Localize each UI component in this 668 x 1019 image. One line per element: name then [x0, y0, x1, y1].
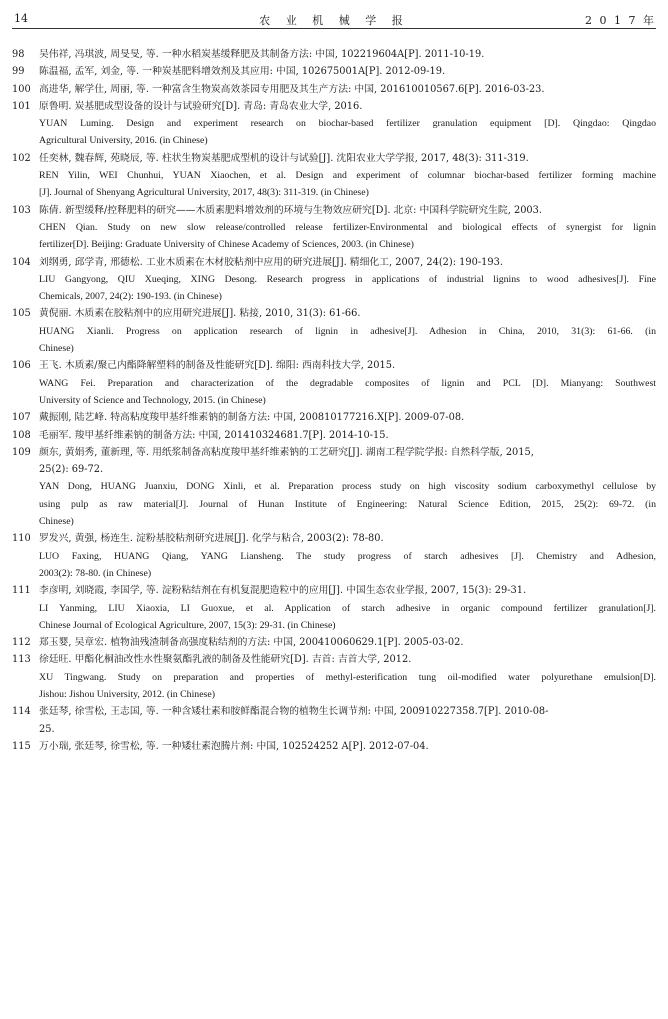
page-number: 14: [14, 12, 28, 25]
reference-line: 罗发兴, 黄强, 杨连生. 淀粉基胶粘剂研究进展[J]. 化学与粘合, 2003(2): 78-80.: [39, 533, 384, 545]
reference-item: [12, 409, 656, 426]
reference-line: 刘纲勇, 邱学青, 邢德松. 工业木质素在木材胶粘剂中应用的研究进展[J]. 精细化工, 2007, 24(2): 190-193.: [39, 256, 503, 268]
reference-line: 李彦明, 刘晓霞, 李国学, 等. 淀粉粘结剂在有机复混肥造粒中的应用[J]. 中国生态农业学报, 2007, 15(3): 29-31.: [39, 585, 527, 597]
reference-line: University of Science and Technology, 2015. (in Chinese): [39, 394, 266, 406]
reference-line: Chinese): [39, 516, 74, 528]
reference-line: 徐廷旺. 甲酯化桐油改性水性聚氨酯乳液的制备及性能研究[D]. 吉首: 吉首大学, 2012.: [39, 654, 412, 666]
reference-line: 25(2): 69-72.: [39, 464, 104, 476]
reference-line: Chinese Journal of Ecological Agriculture, 2007, 15(3): 29-31. (in Chinese): [39, 619, 336, 631]
reference-line: 任奕林, 魏春辉, 苑晓辰, 等. 柱状生物炭基肥成型机的设计与试验[J]. 沈阳农业大学学报, 2017, 48(3): 311-319.: [39, 152, 529, 164]
reference-line: 25.: [39, 723, 55, 735]
reference-body: [39, 202, 656, 254]
reference-line: Chemicals, 2007, 24(2): 190-193. (in Chinese): [39, 291, 222, 303]
reference-item: [12, 634, 656, 651]
reference-line: 陈倩. 新型缓释/控释肥料的研究——木质素肥料增效剂的环境与生物效应研究[D]. 北京: 中国科学院研究生院, 2003.: [39, 204, 543, 216]
reference-body: [39, 150, 656, 202]
reference-item: [12, 81, 656, 98]
reference-number: 101: [12, 100, 31, 112]
reference-item: [12, 254, 656, 306]
reference-line: 黄倪丽. 木质素在胶粘剂中的应用研究进展[J]. 粘接, 2010, 31(3): 61-66.: [39, 308, 361, 320]
reference-body: [39, 738, 656, 755]
reference-line: REN Yilin, WEI Chunhui, YUAN Xiaochen, et al. Design and experiment of columnar biochar-based fertilizer forming machine: [39, 170, 656, 182]
reference-body: [39, 703, 656, 738]
reference-line: 毛丽军. 羧甲基纤维素钠的制备方法: 中国, 201410324681.7[P]. 2014-10-15.: [39, 429, 389, 441]
reference-item: [12, 305, 656, 357]
reference-body: [39, 357, 656, 409]
reference-body: [39, 409, 656, 426]
reference-number: 102: [12, 152, 31, 164]
reference-body: [39, 582, 656, 634]
reference-body: [39, 634, 656, 651]
reference-line: 吴伟祥, 冯琪波, 周旻旻, 等. 一种水稻炭基缓释肥及其制备方法: 中国, 102219604A[P]. 2011-10-19.: [39, 49, 485, 60]
reference-line: 2003(2): 78-80. (in Chinese): [39, 567, 152, 579]
reference-number: 111: [12, 585, 31, 597]
reference-line: Agricultural University, 2016. (in Chinese): [39, 135, 208, 147]
reference-line: Chinese): [39, 343, 74, 355]
reference-item: [12, 357, 656, 409]
reference-number: 115: [12, 740, 31, 752]
reference-line: 万小瑞, 张廷琴, 徐雪松, 等. 一种矮壮素泡腾片剂: 中国, 102524252 A[P]. 2012-07-04.: [39, 740, 429, 752]
reference-line: 原鲁明. 炭基肥成型设备的设计与试验研究[D]. 青岛: 青岛农业大学, 2016.: [39, 100, 363, 112]
reference-line: 颜东, 黄娟秀, 董新理, 等. 用纸浆制备高粘度羧甲基纤维素钠的工艺研究[J]. 湖南工程学院学报: 自然科学版, 2015,: [39, 446, 534, 458]
reference-body: [39, 254, 656, 306]
reference-item: [12, 202, 656, 254]
reference-line: YUAN Luming. Design and experiment research on biochar-based fertilizer granulation equipment [D]. Qingdao: Qingdao: [39, 118, 656, 130]
reference-body: [39, 46, 656, 63]
reference-number: 113: [12, 654, 31, 666]
reference-body: [39, 427, 656, 444]
reference-line: 张廷琴, 徐雪松, 王志国, 等. 一种含矮壮素和胺鲜酯混合物的植物生长调节剂: 中国, 200910227358.7[P]. 2010-08-: [39, 706, 549, 718]
reference-body: [39, 63, 656, 80]
reference-item: [12, 651, 656, 703]
reference-item: [12, 150, 656, 202]
reference-item: [12, 98, 656, 150]
reference-line: WANG Fei. Preparation and characterization of the degradable composites of lignin and PCL [D]. Mianyang: Southwest: [39, 377, 656, 389]
reference-number: 105: [12, 308, 31, 320]
reference-line: using pulp as raw material[J]. Journal of Hunan Institute of Engineering: Natural Science Edition, 2015, 25(2): 69-72. (in: [39, 498, 656, 510]
reference-number: 110: [12, 533, 31, 545]
reference-number: 108: [12, 429, 31, 441]
reference-line: XU Tingwang. Study on preparation and properties of methyl-esterification tung oil-modified water polyurethane emulsion[D].: [39, 671, 656, 683]
reference-item: [12, 444, 656, 530]
reference-list: [12, 46, 656, 755]
reference-number: 98: [12, 49, 25, 60]
reference-line: 高进华, 解学仕, 周丽, 等. 一种富含生物炭高效茶园专用肥及其生产方法: 中国, 201610010567.6[P]. 2016-03-23.: [39, 83, 545, 95]
reference-line: 陈温福, 孟军, 刘金, 等. 一种炭基肥料增效剂及其应用: 中国, 102675001A[P]. 2012-09-19.: [39, 66, 446, 78]
reference-number: 109: [12, 446, 31, 458]
reference-line: LI Yanming, LIU Xiaoxia, LI Guoxue, et al. Application of starch adhesive in organic compound fertilizer granulation[J].: [39, 602, 656, 614]
reference-number: 114: [12, 706, 31, 718]
reference-line: HUANG Xianli. Progress on application research of lignin in adhesive[J]. Adhesion in China, 2010, 31(3): 61-66. (in: [39, 325, 656, 337]
reference-item: [12, 46, 656, 63]
reference-body: [39, 651, 656, 703]
reference-line: [J]. Journal of Shenyang Agricultural University, 2017, 48(3): 311-319. (in Chinese): [39, 187, 369, 199]
reference-body: [39, 81, 656, 98]
reference-body: [39, 444, 656, 530]
reference-number: 99: [12, 66, 25, 78]
reference-line: Jishou: Jishou University, 2012. (in Chinese): [39, 688, 215, 700]
journal-title: 农 业 机 械 学 报: [259, 14, 409, 27]
reference-line: fertilizer[D]. Beijing: Graduate University of Chinese Academy of Sciences, 2003. (in Chinese): [39, 239, 414, 251]
reference-item: [12, 530, 656, 582]
reference-line: YAN Dong, HUANG Juanxiu, DONG Xinli, et al. Preparation process study on high viscosity sodium carboxymethyl cellulose by: [39, 481, 656, 493]
publication-year: 2 0 1 7 年: [585, 14, 656, 27]
reference-line: LIU Gangyong, QIU Xueqing, XING Desong. Research progress in applications of industrial lignins to wood adhesives[J]. Fine: [39, 273, 656, 285]
running-header: [12, 10, 656, 29]
reference-line: 王飞. 木质素/聚己内酯降解塑料的制备及性能研究[D]. 绵阳: 西南科技大学, 2015.: [39, 360, 396, 372]
reference-number: 107: [12, 412, 31, 424]
reference-item: [12, 703, 656, 738]
reference-line: LUO Faxing, HUANG Qiang, YANG Liansheng. The study progress of starch adhesives [J]. Chemistry and Adhesion,: [39, 550, 656, 562]
reference-item: [12, 427, 656, 444]
reference-number: 106: [12, 360, 31, 372]
reference-line: 郑玉婴, 吴章宏. 植物油残渣制备高强度粘结剂的方法: 中国, 200410060629.1[P]. 2005-03-02.: [39, 637, 464, 649]
reference-line: CHEN Qian. Study on new slow release/controlled release fertilizer-Environmental and biological effects of synergist for lignin: [39, 221, 656, 233]
reference-body: [39, 98, 656, 150]
reference-number: 103: [12, 204, 31, 216]
reference-number: 104: [12, 256, 31, 268]
reference-line: 戴振刚, 陆艺峰. 特高粘度羧甲基纤维素钠的制备方法: 中国, 200810177216.X[P]. 2009-07-08.: [39, 412, 465, 424]
reference-number: 100: [12, 83, 31, 95]
reference-item: [12, 738, 656, 755]
reference-body: [39, 305, 656, 357]
reference-number: 112: [12, 637, 31, 649]
reference-body: [39, 530, 656, 582]
reference-item: [12, 582, 656, 634]
reference-item: [12, 63, 656, 80]
